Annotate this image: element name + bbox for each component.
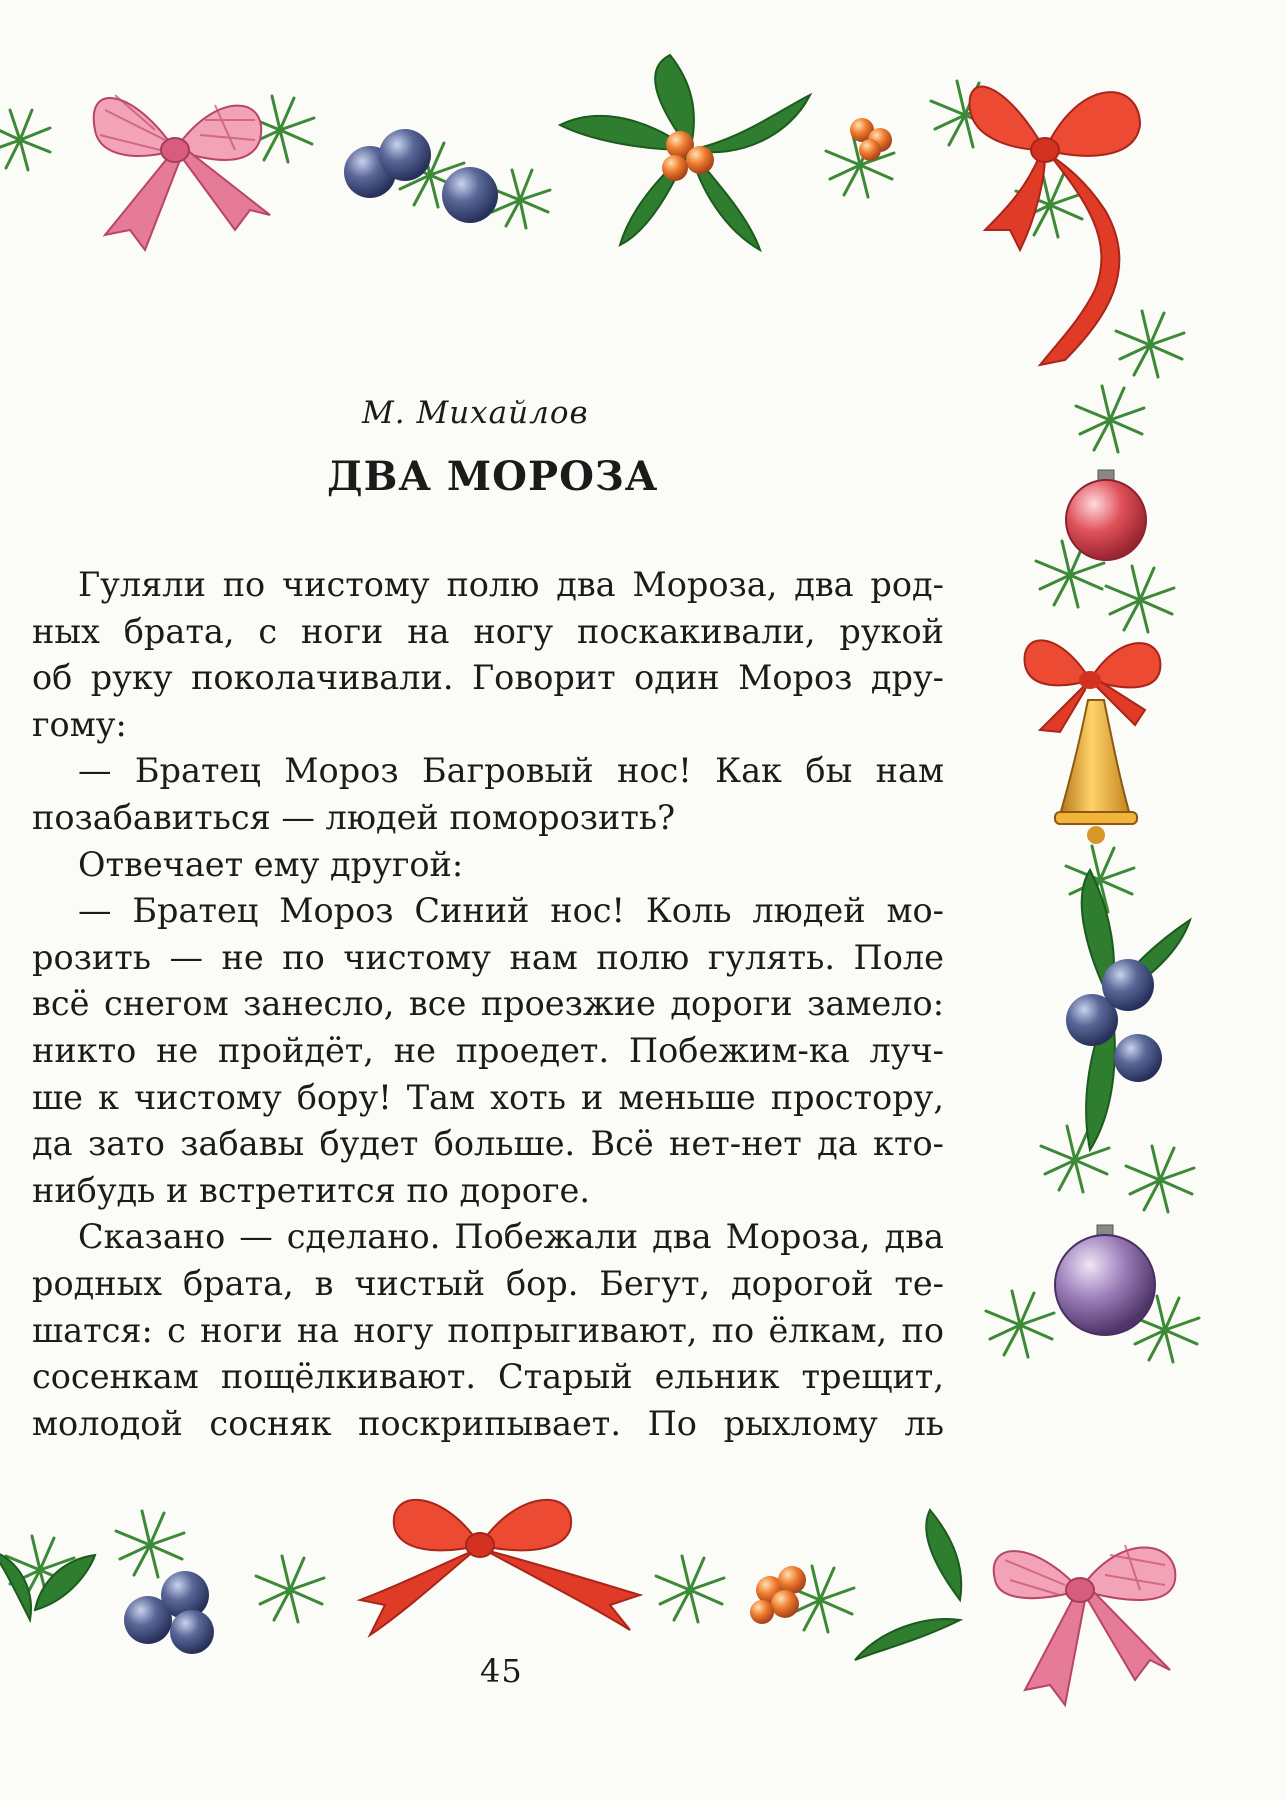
paragraph: [32, 842, 944, 889]
pine-tuft: [1041, 1126, 1109, 1192]
pine-tuft: [1126, 1146, 1194, 1212]
pine-tuft: [256, 1556, 324, 1622]
blue-berry-cluster: [124, 1571, 214, 1654]
pink-plaid-bow: [94, 95, 270, 250]
text-line: сосенкам пощёлкивают. Старый ельник трещит,: [32, 1357, 944, 1397]
text-line: ше к чистому бору! Там хоть и меньше простору,: [32, 1077, 944, 1117]
author-name: М. Михайлов: [362, 395, 589, 431]
pine-tuft: [1106, 566, 1174, 632]
pine-tuft: [1076, 386, 1144, 452]
page-number: 45: [480, 1652, 523, 1690]
paragraph: [32, 748, 944, 841]
pine-tuft: [1116, 311, 1184, 377]
text-line: гому:: [32, 704, 127, 744]
text-line: — Братец Мороз Синий нос! Коль людей мо-: [78, 891, 944, 931]
pink-plaid-bow: [994, 1545, 1176, 1705]
pine-tuft: [0, 110, 50, 170]
red-ornament-ball: [1066, 470, 1146, 560]
pine-tuft: [116, 1511, 184, 1577]
text-line: об руку поколачивали. Говорит один Мороз дру-: [32, 658, 944, 698]
text-line: Отвечает ему другой:: [78, 844, 464, 884]
text-line: никто не пройдёт, не проедет. Побежим-ка луч-: [32, 1030, 944, 1070]
text-line: ных брата, с ноги на ногу поскакивали, рукой: [32, 611, 944, 651]
text-line: розить — не по чистому нам полю гулять. Поле: [32, 937, 944, 977]
text-line: — Братец Мороз Багровый нос! Как бы нам: [78, 751, 944, 791]
text-line: родных брата, в чистый бор. Бегут, дорогой те-: [32, 1263, 944, 1303]
story-title: ДВА МОРОЗА: [327, 453, 659, 500]
text-line: молодой сосняк поскрипывает. По рыхлому ль: [32, 1403, 944, 1443]
purple-ornament-ball: [1055, 1225, 1155, 1335]
pine-tufts-top: [0, 81, 1084, 237]
orange-berry-cluster: [750, 1566, 806, 1624]
paragraph: [32, 888, 944, 1214]
paragraph: [32, 1214, 944, 1447]
text-line: позабавиться — людей поморозить?: [32, 797, 676, 837]
text-line: Гуляли по чистому полю два Мороза, два род-: [78, 565, 944, 604]
pine-tuft: [656, 1556, 724, 1622]
story-text-block: [32, 395, 944, 1447]
text-line: всё снегом занесло, все проезжие дороги замело:: [32, 984, 944, 1024]
text-line: да зато забавы будет больше. Всё нет-нет да кто-: [32, 1124, 944, 1164]
blue-berry-cluster: [344, 129, 498, 223]
text-line: шатся: с ноги на ногу попрыгивают, по ёлкам, по: [32, 1310, 944, 1350]
text-line: нибудь и встретится по дороге.: [32, 1170, 590, 1210]
paragraph: [32, 562, 944, 748]
pine-tuft: [490, 170, 550, 228]
text-line: Сказано — сделано. Побежали два Мороза, два: [78, 1217, 944, 1257]
red-ribbon-bow: [360, 1500, 640, 1635]
pine-tuft: [986, 1291, 1054, 1357]
